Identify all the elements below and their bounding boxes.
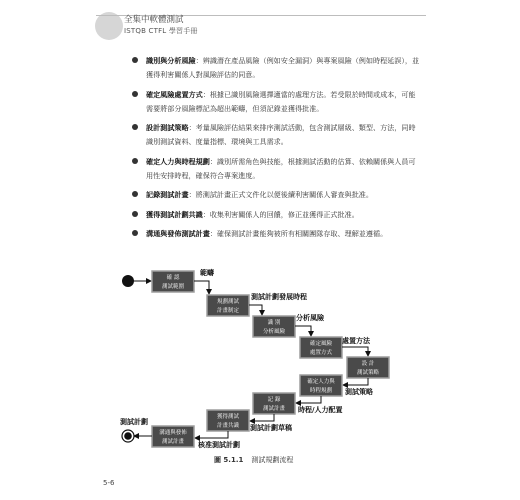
bullet-term: 記錄測試計畫 — [146, 190, 189, 199]
flow-step-box — [300, 375, 342, 396]
flow-label: 測試計劃 — [120, 418, 148, 426]
box-line: 時程規劃 — [309, 388, 333, 394]
box-line: 規劃測試 — [216, 299, 240, 305]
box-line: 計畫制定 — [216, 308, 240, 314]
arrow — [194, 281, 209, 294]
arrow — [343, 378, 368, 385]
box-line: 確定風險 — [309, 341, 333, 347]
figure-title: 測試規劃流程 — [251, 456, 294, 464]
flow-step-box — [207, 295, 249, 316]
bullet-term: 設計測試策略 — [146, 123, 189, 132]
flow-label: 時程/人力配置 — [298, 406, 343, 414]
flow-label: 核准測試計劃 — [198, 441, 240, 449]
arrow — [250, 414, 274, 421]
flow-label: 處置方法 — [342, 337, 370, 345]
start-node-icon — [122, 275, 134, 287]
box-line: 記 錄 — [267, 397, 281, 403]
flow-step-box — [152, 426, 194, 447]
bullet-text: ：收集利害關係人的回饋，修正並獲得正式批准。 — [202, 209, 359, 219]
box-line: 識 別 — [267, 320, 281, 326]
bullet-text: ：確保測試計畫能夠被所有相關團隊存取、理解並遵循。 — [209, 229, 388, 238]
flow-step-box — [253, 316, 295, 337]
flow-step-box — [347, 357, 389, 378]
bullet-text: ：識別所需角色與技能，根據測試活動的估算、依賴關係與人員可用性安排時程，確保符合專案進度。 — [146, 156, 416, 180]
flow-label: 測試計劃發展時程 — [251, 293, 307, 301]
box-line: 處置方式 — [309, 350, 333, 356]
box-line: 確定人力與 — [307, 379, 335, 385]
arrow — [342, 347, 368, 356]
book-subtitle: ISTQB CTFL 學習手冊 — [124, 27, 198, 35]
flow-label: 測試策略 — [345, 388, 373, 396]
book-title: 全集中軟體測試 — [124, 15, 184, 25]
flow-step-box — [300, 337, 342, 358]
bullet-text: ：根據已識別風險選擇適當的處理方法。若受限於時間或成本，可能需要將部分風險標記為超出範疇，但須記錄並獲得批准。 — [146, 89, 416, 113]
bullet-text: ：辨識潛在產品風險（例如安全漏洞）與專案風險（例如時程延誤），並獲得利害關係人對風險評估的同意。 — [146, 56, 420, 79]
flow-label: 測試計劃草稿 — [250, 424, 292, 432]
box-line: 測試計畫 — [161, 439, 185, 445]
bullet-term: 獲得測試計劃共識 — [146, 209, 203, 219]
flow-step-box — [207, 410, 249, 431]
bullet-text: ：考量風險評估結果來排序測試活動，包含測試層級、類型、方法，同時識別測試資料、度量指標、環境與工具需求。 — [146, 123, 416, 146]
box-line: 溝通與發佈 — [159, 430, 187, 436]
arrow — [295, 326, 311, 336]
bullet-text: ：將測試計畫正式文件化以便後續利害關係人審查與批准。 — [188, 190, 373, 199]
box-line: 確 認 — [166, 275, 180, 281]
bullet-term: 溝通與發佈測試計畫 — [146, 229, 210, 238]
bullet-term: 識別與分析風險 — [146, 56, 196, 65]
flow-step-box — [152, 271, 194, 292]
box-line: 計畫共識 — [216, 423, 240, 429]
flow-label: 範疇 — [200, 269, 214, 277]
flow-step-box — [253, 393, 295, 414]
arrow — [249, 305, 262, 315]
box-line: 測試計畫 — [262, 406, 286, 412]
box-line: 設 計 — [361, 361, 375, 367]
box-line: 分析風險 — [262, 329, 286, 335]
figure-number: 圖 5.1.1 — [214, 456, 244, 464]
arrow — [195, 431, 228, 438]
bullet-term: 確定風險處置方式 — [146, 89, 203, 99]
page-number: 5-6 — [103, 479, 115, 487]
flow-label: 分析風險 — [296, 314, 324, 322]
box-line: 測試範圍 — [161, 284, 185, 290]
end-node-core-icon — [124, 432, 132, 440]
figure-caption — [214, 455, 293, 465]
arrow — [296, 396, 321, 403]
bullet-term: 確定人力與時程規劃 — [146, 156, 210, 166]
box-line: 獲得測試 — [216, 414, 240, 420]
box-line: 測試策略 — [356, 370, 380, 376]
